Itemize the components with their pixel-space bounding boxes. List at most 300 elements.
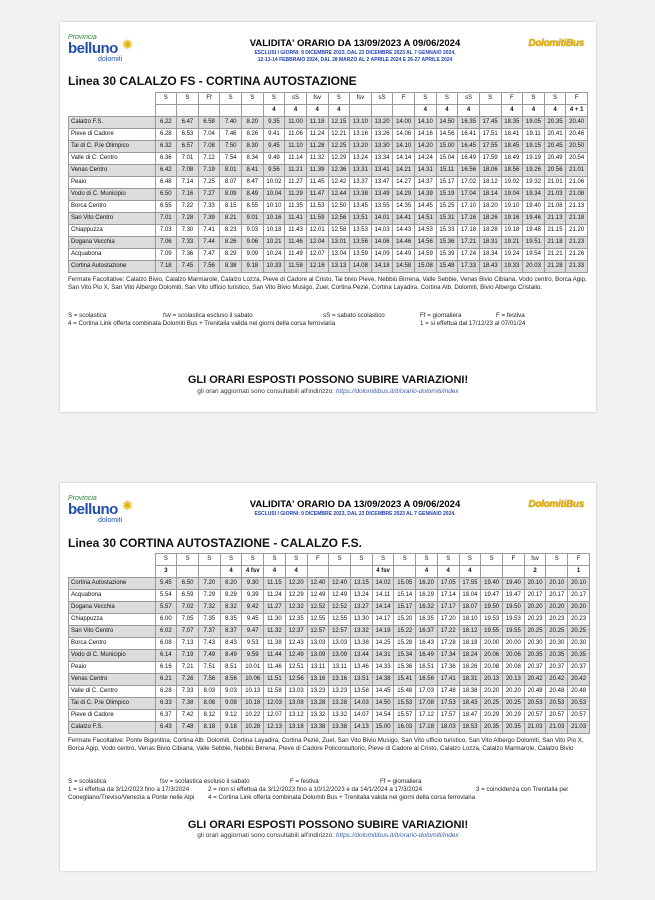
departure-time: 7.43 xyxy=(198,638,220,650)
table-row xyxy=(69,638,590,650)
stop-name: Valle di C. Centro xyxy=(69,153,156,165)
departure-time: 16.45 xyxy=(458,141,480,153)
departure-time: 6.55 xyxy=(155,201,177,213)
departure-time: 18.34 xyxy=(479,249,501,261)
departure-time: 13.41 xyxy=(371,165,393,177)
logo-dolomiti-text: dolomiti xyxy=(98,517,123,524)
stop-name: Pieve di Cadore xyxy=(69,129,156,141)
service-code-cell: 4 xyxy=(437,566,459,578)
service-code-cell: 4 xyxy=(544,105,566,117)
departure-time: 16.20 xyxy=(416,578,438,590)
table-row xyxy=(69,165,588,177)
optional-stops-note: Fermate Facoltative: Calalzo Bivio, Calalzo Marmarole, Calalzo Lozza, Pieve di Cadore al Cristo, Tai bivio Pieve, Nebbiù Birrena, Valle Sebbie, Venas Bivio Cibiana, Vodo centro, Borca Agip, San Vito Pio X, San Vito Albergo Dolomiti, San Vito ufficio turistico, San Vito Bivio Musigo, Zuel, Cortina Pezié, Cortina Layadira, Cortina Alb. Dolomiti, Bivio Albergo Cristallo. xyxy=(68,276,587,291)
departure-time: 12.25 xyxy=(328,141,350,153)
departure-time: 18.07 xyxy=(459,602,481,614)
table-row xyxy=(69,650,590,662)
departure-time: 13.20 xyxy=(371,117,393,129)
departure-time: 8.41 xyxy=(242,165,264,177)
departure-time: 12.44 xyxy=(328,189,350,201)
departure-time: 7.45 xyxy=(177,261,199,273)
service-type-cell: fsv xyxy=(306,93,328,105)
departure-time: 9.56 xyxy=(263,165,285,177)
departure-time: 11.21 xyxy=(285,165,307,177)
departure-time: 14.14 xyxy=(372,602,394,614)
departure-time: 15.25 xyxy=(436,201,458,213)
service-code-cell: 4 xyxy=(436,105,458,117)
departure-time: 7.38 xyxy=(177,698,199,710)
departure-time: 19.48 xyxy=(523,225,545,237)
departure-time: 7.07 xyxy=(177,626,199,638)
departure-time: 6.21 xyxy=(155,674,177,686)
service-type-cell: S xyxy=(198,554,220,566)
departure-time: 13.51 xyxy=(350,674,372,686)
departure-time: 12.49 xyxy=(285,650,307,662)
departure-time: 20.50 xyxy=(566,141,588,153)
line-title: Linea 30 CORTINA AUTOSTAZIONE - CALALZO F.S. xyxy=(68,536,363,550)
legend-item: Ff = giornaliera xyxy=(420,312,462,319)
departure-time: 20.30 xyxy=(568,638,590,650)
departure-time: 18.43 xyxy=(459,698,481,710)
departure-time: 16.03 xyxy=(394,722,416,734)
departure-time: 17.28 xyxy=(437,638,459,650)
departure-time: 14.56 xyxy=(436,129,458,141)
departure-time: 12.37 xyxy=(285,626,307,638)
departure-time: 12.01 xyxy=(306,225,328,237)
departure-time: 19.50 xyxy=(503,602,525,614)
departure-time: 20.00 xyxy=(503,638,525,650)
departure-time: 13.16 xyxy=(350,129,372,141)
legend-item: 2 = non si effettua da 3/12/2023 fino a 10/12/2023 e da 14/1/2024 a 17/3/2024 xyxy=(208,786,423,793)
departure-time: 9.42 xyxy=(242,602,264,614)
service-type-cell: S xyxy=(372,554,394,566)
departure-time: 10.21 xyxy=(263,237,285,249)
departure-time: 13.16 xyxy=(329,674,351,686)
departure-time: 15.00 xyxy=(372,722,394,734)
service-type-cell: sS xyxy=(458,93,480,105)
website-label: gli orari aggiornati sono consultabili all'indirizzo: xyxy=(197,832,335,839)
departure-time: 20.35 xyxy=(524,650,546,662)
departure-time: 14.00 xyxy=(393,117,415,129)
departure-time: 6.28 xyxy=(155,129,177,141)
table-row xyxy=(69,578,590,590)
departure-time: 8.01 xyxy=(220,165,242,177)
service-code-cell xyxy=(479,105,501,117)
departure-time: 20.42 xyxy=(568,674,590,686)
departure-time: 13.28 xyxy=(329,698,351,710)
departure-time: 20.57 xyxy=(546,710,568,722)
departure-time: 15.39 xyxy=(436,249,458,261)
departure-time: 9.53 xyxy=(242,638,264,650)
departure-time: 7.35 xyxy=(198,614,220,626)
departure-time: 15.48 xyxy=(394,686,416,698)
departure-time: 13.27 xyxy=(350,602,372,614)
service-type-cell: S xyxy=(220,554,242,566)
service-code-cell xyxy=(546,566,568,578)
service-code-cell xyxy=(394,566,416,578)
departure-time: 11.46 xyxy=(285,237,307,249)
departure-time: 10.33 xyxy=(263,261,285,273)
departure-time: 19.15 xyxy=(523,141,545,153)
departure-time: 21.13 xyxy=(566,201,588,213)
departure-time: 13.09 xyxy=(307,650,329,662)
departure-time: 14.24 xyxy=(415,153,437,165)
stop-name: Tai di C. P.le Olimpico xyxy=(69,698,156,710)
service-type-cell: F xyxy=(568,554,590,566)
departure-time: 12.07 xyxy=(306,249,328,261)
departure-time: 12.56 xyxy=(285,674,307,686)
departure-time: 18.28 xyxy=(479,225,501,237)
departure-time: 14.03 xyxy=(371,225,393,237)
timetable-sheet-cortina-calalzo xyxy=(60,483,596,871)
departure-time: 17.17 xyxy=(437,602,459,614)
service-type-cell: S xyxy=(479,93,501,105)
departure-time: 20.37 xyxy=(568,662,590,674)
departure-time: 8.49 xyxy=(242,189,264,201)
departure-time: 20.37 xyxy=(546,662,568,674)
departure-time: 20.20 xyxy=(546,602,568,614)
legend-item: S = scolastica xyxy=(68,778,107,785)
departure-time: 11.24 xyxy=(264,590,286,602)
logo-belluno-text: belluno xyxy=(68,501,118,518)
departure-time: 8.35 xyxy=(220,614,242,626)
service-type-cell: S xyxy=(459,554,481,566)
table-row xyxy=(69,213,588,225)
table-row xyxy=(69,129,588,141)
website-link[interactable]: https://dolomitibus.it/it/orario-dolomiti/index xyxy=(335,832,459,839)
departure-time: 15.17 xyxy=(436,177,458,189)
table-row xyxy=(69,153,588,165)
departure-time: 14.20 xyxy=(415,141,437,153)
departure-time: 8.56 xyxy=(220,674,242,686)
departure-time: 12.21 xyxy=(328,129,350,141)
stop-name: Vodo di C. Municipio xyxy=(69,650,156,662)
departure-time: 11.53 xyxy=(306,201,328,213)
departure-time: 19.26 xyxy=(523,165,545,177)
service-code-cell xyxy=(198,566,220,578)
departure-time: 13.55 xyxy=(371,201,393,213)
departure-time: 21.23 xyxy=(566,237,588,249)
timetable xyxy=(68,92,588,273)
departure-time: 13.11 xyxy=(307,662,329,674)
departure-time: 21.08 xyxy=(544,201,566,213)
service-code-cell: 4 xyxy=(306,105,328,117)
departure-time: 10.13 xyxy=(242,686,264,698)
service-code-header-row xyxy=(69,105,588,117)
departure-time: 11.00 xyxy=(285,117,307,129)
departure-time: 17.05 xyxy=(437,578,459,590)
sheet-header xyxy=(60,22,596,72)
service-code-cell xyxy=(393,105,415,117)
departure-time: 16.51 xyxy=(416,662,438,674)
departure-time: 20.48 xyxy=(568,686,590,698)
departure-time: 14.09 xyxy=(371,249,393,261)
departure-time: 15.20 xyxy=(394,614,416,626)
departure-time: 20.46 xyxy=(566,129,588,141)
departure-time: 7.08 xyxy=(177,165,199,177)
service-code-cell: 4 xyxy=(523,105,545,117)
table-row xyxy=(69,602,590,614)
departure-time: 14.50 xyxy=(436,117,458,129)
departure-time: 17.55 xyxy=(479,141,501,153)
departure-time: 10.16 xyxy=(263,213,285,225)
legend-item: fsv = scolastica escluso il sabato xyxy=(160,778,250,785)
departure-time: 13.03 xyxy=(285,686,307,698)
departure-time: 20.30 xyxy=(546,638,568,650)
departure-time: 20.42 xyxy=(524,674,546,686)
departure-time: 18.06 xyxy=(479,165,501,177)
departure-time: 13.58 xyxy=(350,686,372,698)
departure-time: 14.08 xyxy=(350,261,372,273)
sun-icon: ✺ xyxy=(122,37,133,52)
departure-time: 12.42 xyxy=(328,177,350,189)
departure-time: 11.14 xyxy=(285,153,307,165)
departure-time: 6.00 xyxy=(155,614,177,626)
departure-time: 12.13 xyxy=(264,722,286,734)
service-code-cell: 4 fsv xyxy=(242,566,264,578)
stop-name: Tai di C. P.le Olimpico xyxy=(69,141,156,153)
departure-time: 11.30 xyxy=(264,614,286,626)
departure-time: 19.54 xyxy=(523,249,545,261)
departure-time: 20.17 xyxy=(524,590,546,602)
departure-time: 14.19 xyxy=(372,626,394,638)
departure-time: 14.07 xyxy=(350,710,372,722)
departure-time: 15.57 xyxy=(394,710,416,722)
stop-name: Cortina Autostazione xyxy=(69,261,156,273)
departure-time: 20.45 xyxy=(544,141,566,153)
departure-time: 7.13 xyxy=(177,638,199,650)
departure-time: 7.02 xyxy=(177,602,199,614)
departure-time: 13.51 xyxy=(350,213,372,225)
departure-time: 7.39 xyxy=(198,213,220,225)
departure-time: 16.41 xyxy=(458,129,480,141)
departure-time: 20.25 xyxy=(524,626,546,638)
departure-time: 13.01 xyxy=(328,237,350,249)
service-type-cell: S xyxy=(177,93,199,105)
header-corner xyxy=(69,566,156,578)
service-code-cell xyxy=(329,566,351,578)
departure-time: 18.31 xyxy=(479,237,501,249)
departure-time: 8.51 xyxy=(220,662,242,674)
departure-time: 19.34 xyxy=(523,189,545,201)
departure-time: 13.38 xyxy=(329,722,351,734)
table-row xyxy=(69,662,590,674)
departure-time: 7.05 xyxy=(177,614,199,626)
departure-time: 8.34 xyxy=(242,153,264,165)
departure-time: 8.09 xyxy=(220,189,242,201)
departure-time: 14.10 xyxy=(415,117,437,129)
departure-time: 20.29 xyxy=(503,710,525,722)
departure-time: 12.29 xyxy=(285,590,307,602)
departure-time: 17.18 xyxy=(458,225,480,237)
departure-time: 20.20 xyxy=(568,602,590,614)
departure-time: 6.48 xyxy=(155,177,177,189)
service-type-cell: S xyxy=(436,93,458,105)
departure-time: 7.04 xyxy=(198,129,220,141)
departure-time: 11.28 xyxy=(306,141,328,153)
service-code-cell: 4 xyxy=(328,105,350,117)
stop-name: Dogana Vecchia xyxy=(69,602,156,614)
departure-time: 8.29 xyxy=(220,590,242,602)
departure-time: 20.25 xyxy=(503,698,525,710)
departure-time: 20.10 xyxy=(568,578,590,590)
departure-time: 20.35 xyxy=(544,117,566,129)
departure-time: 18.41 xyxy=(501,129,523,141)
departure-time: 7.46 xyxy=(220,129,242,141)
departure-time: 12.52 xyxy=(329,602,351,614)
departure-time: 21.15 xyxy=(544,225,566,237)
departure-time: 10.02 xyxy=(263,177,285,189)
departure-time: 14.37 xyxy=(415,177,437,189)
legend-item: F = festiva xyxy=(290,778,319,785)
departure-time: 6.16 xyxy=(155,662,177,674)
departure-time: 7.26 xyxy=(177,674,199,686)
departure-time: 11.15 xyxy=(264,578,286,590)
legend-item: fsv = scolastica escluso il sabato xyxy=(163,312,253,319)
departure-time: 11.10 xyxy=(285,141,307,153)
header-corner xyxy=(69,554,156,566)
service-type-cell: S xyxy=(437,554,459,566)
departure-time: 6.33 xyxy=(155,698,177,710)
departure-time: 18.24 xyxy=(459,650,481,662)
legend-item: F = festiva xyxy=(496,312,525,319)
service-type-cell: S xyxy=(328,93,350,105)
departure-time: 15.48 xyxy=(436,261,458,273)
departure-time: 13.45 xyxy=(350,201,372,213)
departure-time: 19.46 xyxy=(523,213,545,225)
departure-time: 20.00 xyxy=(481,638,503,650)
departure-time: 14.38 xyxy=(372,674,394,686)
departure-time: 16.49 xyxy=(458,153,480,165)
departure-time: 5.54 xyxy=(155,590,177,602)
departure-time: 11.47 xyxy=(306,189,328,201)
departure-time: 16.35 xyxy=(458,117,480,129)
departure-time: 7.50 xyxy=(220,141,242,153)
departure-time: 13.12 xyxy=(285,710,307,722)
departure-time: 7.18 xyxy=(155,261,177,273)
stop-name: Calalzo F.S. xyxy=(69,722,156,734)
departure-time: 17.34 xyxy=(437,650,459,662)
logo-dolomiti-text: dolomiti xyxy=(98,56,123,63)
table-row xyxy=(69,117,588,129)
departure-time: 20.48 xyxy=(546,686,568,698)
departure-time: 7.44 xyxy=(198,237,220,249)
table-row xyxy=(69,698,590,710)
departure-time: 13.59 xyxy=(350,249,372,261)
departure-time: 18.03 xyxy=(437,722,459,734)
departure-time: 20.17 xyxy=(546,590,568,602)
departure-time: 11.39 xyxy=(306,165,328,177)
departure-time: 8.43 xyxy=(220,638,242,650)
departure-time: 13.32 xyxy=(350,626,372,638)
departure-time: 13.31 xyxy=(350,165,372,177)
departure-time: 8.08 xyxy=(198,698,220,710)
departure-time: 20.48 xyxy=(524,686,546,698)
departure-time: 6.43 xyxy=(155,722,177,734)
departure-time: 16.37 xyxy=(416,626,438,638)
departure-time: 7.33 xyxy=(198,201,220,213)
departure-time: 20.57 xyxy=(524,710,546,722)
departure-time: 19.55 xyxy=(503,626,525,638)
departure-time: 14.13 xyxy=(350,722,372,734)
provincia-belluno-logo xyxy=(68,495,158,529)
table-row xyxy=(69,261,588,273)
service-type-cell: Ff xyxy=(198,93,220,105)
departure-time: 20.53 xyxy=(546,698,568,710)
departure-time: 13.26 xyxy=(371,129,393,141)
service-code-cell xyxy=(220,105,242,117)
departure-time: 6.28 xyxy=(155,686,177,698)
departure-time: 17.51 xyxy=(479,129,501,141)
service-code-cell xyxy=(350,566,372,578)
departure-time: 7.49 xyxy=(198,650,220,662)
departure-time: 7.29 xyxy=(198,590,220,602)
departure-time: 14.51 xyxy=(415,213,437,225)
departure-time: 6.57 xyxy=(177,141,199,153)
service-type-cell: F xyxy=(393,93,415,105)
departure-time: 17.24 xyxy=(458,249,480,261)
stop-name: San Vito Centro xyxy=(69,213,156,225)
departure-time: 11.18 xyxy=(306,117,328,129)
website-link[interactable]: https://dolomitibus.it/it/orario-dolomiti/index xyxy=(335,388,459,395)
departure-time: 7.14 xyxy=(177,177,199,189)
departure-time: 13.46 xyxy=(350,662,372,674)
departure-time: 14.06 xyxy=(371,237,393,249)
departure-time: 7.41 xyxy=(198,225,220,237)
service-type-header-row xyxy=(69,554,590,566)
service-type-cell: F xyxy=(566,93,588,105)
departure-time: 7.47 xyxy=(198,249,220,261)
departure-time: 12.43 xyxy=(285,638,307,650)
departure-time: 7.22 xyxy=(177,201,199,213)
departure-time: 12.51 xyxy=(285,662,307,674)
stop-name: Pieve di Cadore xyxy=(69,710,156,722)
departure-time: 19.55 xyxy=(481,626,503,638)
departure-time: 14.29 xyxy=(393,189,415,201)
departure-time: 11.06 xyxy=(285,129,307,141)
stop-name: Borca Centro xyxy=(69,638,156,650)
stop-name: Borca Centro xyxy=(69,201,156,213)
departure-time: 10.04 xyxy=(263,189,285,201)
departure-time: 9.39 xyxy=(242,590,264,602)
stop-name: Chiappuzza xyxy=(69,225,156,237)
departure-time: 11.29 xyxy=(285,189,307,201)
table-row xyxy=(69,674,590,686)
departure-time: 21.03 xyxy=(546,722,568,734)
departure-time: 17.14 xyxy=(437,590,459,602)
legend xyxy=(68,778,588,802)
departure-time: 19.47 xyxy=(503,590,525,602)
departure-time: 12.40 xyxy=(329,578,351,590)
departure-time: 21.18 xyxy=(544,237,566,249)
departure-time: 18.38 xyxy=(459,686,481,698)
departure-time: 18.49 xyxy=(501,153,523,165)
departure-time: 11.38 xyxy=(264,638,286,650)
service-code-cell xyxy=(155,105,177,117)
departure-time: 12.57 xyxy=(307,626,329,638)
departure-time: 7.19 xyxy=(177,650,199,662)
departure-time: 15.34 xyxy=(394,650,416,662)
departure-time: 20.54 xyxy=(566,153,588,165)
departure-time: 21.33 xyxy=(566,261,588,273)
departure-time: 15.19 xyxy=(436,189,458,201)
departure-time: 14.31 xyxy=(415,165,437,177)
departure-time: 6.14 xyxy=(155,650,177,662)
stop-name: Calalzo F.S. xyxy=(69,117,156,129)
departure-time: 9.03 xyxy=(220,686,242,698)
departure-time: 9.09 xyxy=(242,249,264,261)
departure-time: 13.24 xyxy=(350,153,372,165)
departure-time: 7.36 xyxy=(177,249,199,261)
